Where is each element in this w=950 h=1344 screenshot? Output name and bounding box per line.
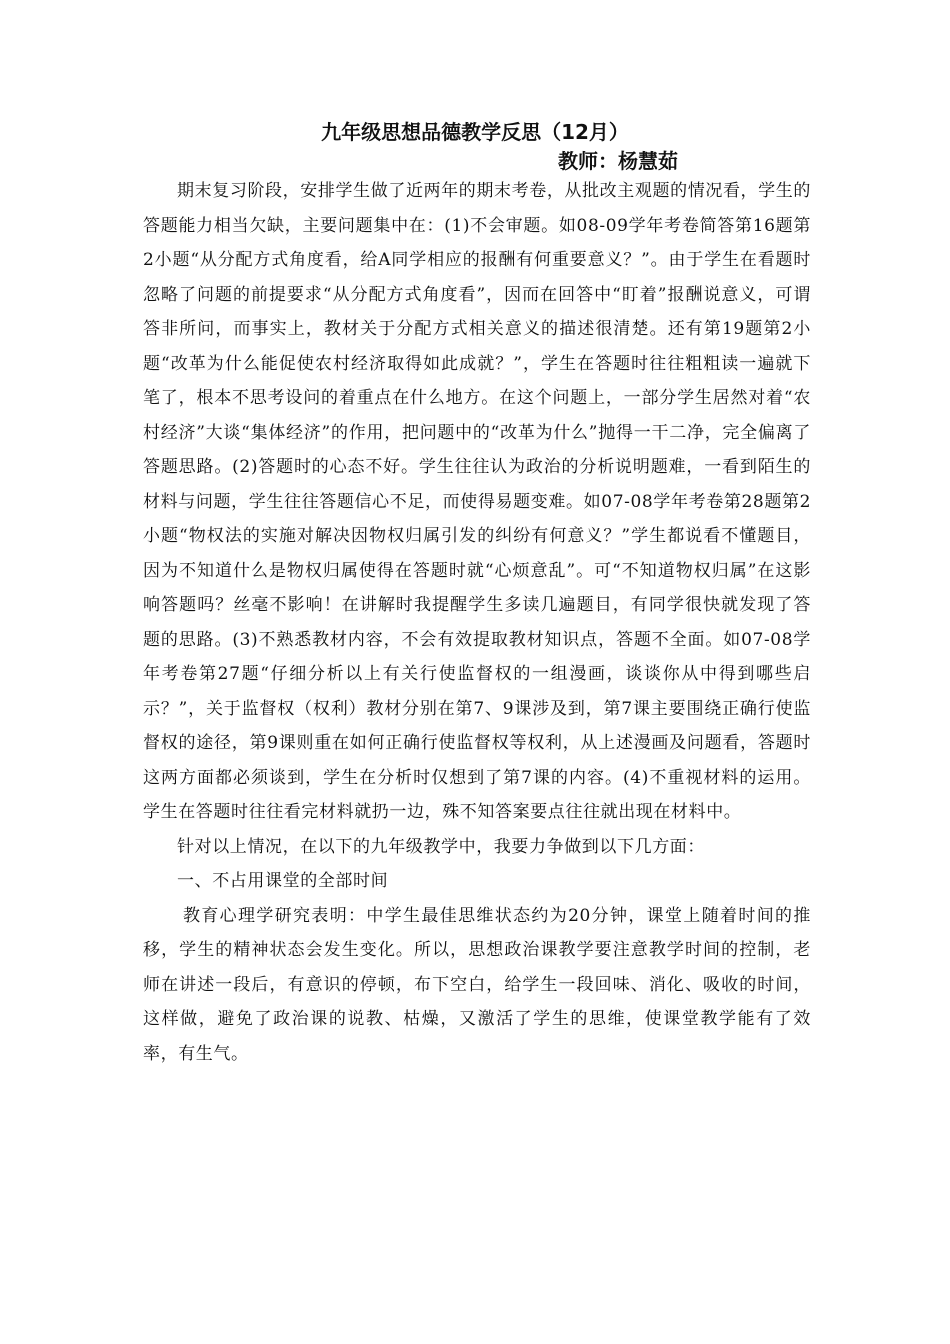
paragraph-section-1: 教育心理学研究表明：中学生最佳思维状态约为20分钟，课堂上随着时间的推移，学生的精神状态会发生变化。所以，思想政治课教学要注意教学时间的控制，老师在讲述一段后，有意识的停顿，布下空白，给学生一段回味、消化、吸收的时间，这样做，避免了政治课的说教、枯燥，又激活了学生的思维，使课堂教学能有了效率，有生气。	[143, 905, 811, 1064]
paragraph-plan-intro: 针对以上情况，在以下的九年级教学中，我要力争做到以下几方面：	[177, 836, 705, 857]
document-title: 九年级思想品德教学反思（12月）	[321, 120, 629, 144]
document-body	[143, 174, 811, 1071]
paragraph-problems: 期末复习阶段，安排学生做了近两年的期末考卷，从批改主观题的情况看，学生的答题能力相当欠缺，主要问题集中在：(1)不会审题。如08-09学年考卷简答第16题第2小题“从分配方式角度看，给A同学相应的报酬有何重要意义？”。由于学生在看题时忽略了问题的前提要求“从分配方式角度看”，因而在回答中“盯着”报酬说意义，可谓答非所问，而事实上，教材关于分配方式相关意义的描述很清楚。还有第19题第2小题“改革为什么能促使农村经济取得如此成就？”，学生在答题时往往粗粗读一遍就下笔了，根本不思考设问的着重点在什么地方。在这个问题上，一部分学生居然对着“农村经济”大谈“集体经济”的作用，把问题中的“改革为什么”抛得一干二净，完全偏离了答题思路。(2)答题时的心态不好。学生往往认为政治的分析说明题难，一看到陌生的材料与问题，学生往往答题信心不足，而使得易题变难。如07-08学年考卷第28题第2小题“物权法的实施对解决因物权归属引发的纠纷有何意义？”学生都说看不懂题目，因为不知道什么是物权归属使得在答题时就“心烦意乱”。可“不知道物权归属”在这影响答题吗？丝毫不影响！在讲解时我提醒学生多读几遍题目，有同学很快就发现了答题的思路。(3)不熟悉教材内容，不会有效提取教材知识点，答题不全面。如07-08学年考卷第27题“仔细分析以上有关行使监督权的一组漫画，谈谈你从中得到哪些启示？”，关于监督权（权利）教材分别在第7、9课涉及到，第7课主要围绕正确行使监督权的途径，第9课则重在如何正确行使监督权等权利，从上述漫画及问题看，答题时这两方面都必须谈到，学生在分析时仅想到了第7课的内容。(4)不重视材料的运用。学生在答题时往往看完材料就扔一边，殊不知答案要点往往就出现在材料中。	[143, 181, 811, 822]
document-author: 教师：杨慧茹	[558, 149, 678, 173]
section-heading-1: 一、不占用课堂的全部时间	[177, 871, 389, 891]
